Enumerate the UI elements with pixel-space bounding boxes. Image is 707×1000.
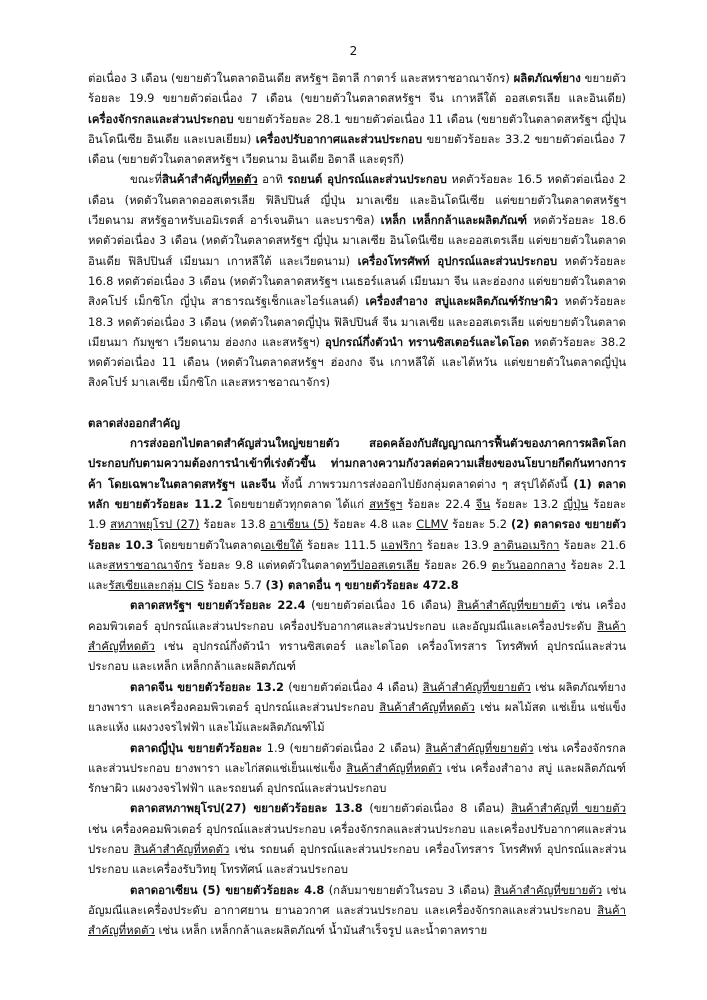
text-run: ตลาดอาเซียน (5) ขยายตัวร้อยละ 4.8 bbox=[130, 882, 325, 897]
text-run: (ขยายตัวต่อเนื่อง 4 เดือน) bbox=[283, 679, 423, 694]
text-run: สินค้าสำคัญที่หดตัว bbox=[88, 902, 626, 938]
text-run: ร้อยละ 5.2 bbox=[448, 517, 511, 532]
text-run: สินค้าสำคัญที่ขยายตัว bbox=[493, 882, 603, 897]
text-run: เหล็ก เหล็กกล้าและผลิตภัณฑ์ bbox=[380, 213, 527, 228]
text-run: สินค้าสำคัญที่ขยายตัว bbox=[425, 740, 534, 755]
text-run: เครื่องปรับอากาศและส่วนประกอบ bbox=[255, 131, 423, 146]
text-run: สินค้าสำคัญที่หดตัว bbox=[88, 618, 626, 654]
text-run: สินค้าสำคัญที่หดตัว bbox=[379, 699, 475, 714]
text-run: ลาตินอเมริกา bbox=[493, 537, 560, 552]
document-body bbox=[88, 68, 626, 940]
text-run: หดตัว bbox=[228, 172, 258, 187]
text-run: ตลาดสหภาพยุโรป(27) ขยายตัวร้อยละ 13.8 bbox=[130, 801, 363, 816]
text-run: ร้อยละ 13.2 bbox=[490, 496, 564, 511]
paragraph-p7 bbox=[88, 798, 626, 879]
text-run: (1) ตลาดหลัก ขยายตัวร้อยละ 11.2 bbox=[88, 476, 626, 511]
text-run: เช่น เครื่องคอมพิวเตอร์ อุปกรณ์และส่วนประกอบ เครื่องจักรกลและส่วนประกอบ และเครื่องปรับอากาศและส่วนประกอบ bbox=[88, 821, 626, 856]
text-run: ร้อยละ 2.1 และ bbox=[88, 557, 626, 593]
text-run: ร้อยละ 5.7 bbox=[203, 578, 266, 593]
text-run: โดยขยายตัวทุกตลาด ได้แก่ bbox=[222, 496, 370, 511]
text-run: 1.9 (ขยายตัวต่อเนื่อง 2 เดือน) bbox=[262, 740, 426, 755]
text-run: ร้อยละ 4.8 และ bbox=[329, 517, 417, 532]
text-run: สหรัฐฯ bbox=[369, 496, 403, 511]
text-run: (ขยายตัวต่อเนื่อง 8 เดือน) bbox=[362, 801, 512, 816]
text-run: สินค้าสำคัญที่หดตัว bbox=[133, 841, 230, 856]
text-run: การส่งออกไปตลาดสำคัญส่วนใหญ่ขยายตัว สอดคล้องกับสัญญาณการฟื้นตัวของภาคการผลิตโลก ประกอบกับตามความต้องการนำเข้าที่เร่งตัวขึ้น ท่ามกลางความกังวลต่อความเสี่ยงของนโยบายกีดกันทางการค้า โดยเฉพาะในตลาดสหรัฐฯ และจีน bbox=[88, 436, 626, 491]
text-run: ผลิตภัณฑ์ยาง bbox=[513, 71, 581, 85]
text-run: แอฟริกา bbox=[380, 537, 423, 552]
text-run: สินค้าสำคัญที่ขยายตัว bbox=[422, 679, 531, 694]
text-run: ร้อยละ 22.4 bbox=[402, 496, 476, 511]
page-number: 2 bbox=[349, 44, 358, 58]
text-run: ตลาดจีน ขยายตัวร้อยละ 13.2 bbox=[130, 679, 284, 694]
text-run: หดตัวร้อยละ 16.8 หดตัวต่อเนื่อง 3 เดือน (หดตัวในตลาดสหรัฐฯ เนเธอร์แลนด์ เมียนมา จีน และฮ่องกง แต่ขยายตัวในตลาดสิงคโปร์ เม็กซิโก ญี่ปุ่น สาธารณรัฐเช็กและไอร์แลนด์) bbox=[88, 253, 626, 309]
text-run: ขยายตัวร้อยละ 28.1 ขยายตัวต่อเนื่อง 11 เดือน (ขยายตัวในตลาดสหรัฐฯ ญี่ปุ่น อินโดนีเซีย อินเดีย และเบลเยียม) bbox=[88, 111, 626, 146]
text-run: สินค้าสำคัญที่หดตัว bbox=[346, 760, 442, 775]
paragraph-p6 bbox=[88, 738, 626, 799]
text-run: ร้อยละ 9.8 แต่หดตัวในตลาด bbox=[193, 557, 343, 572]
text-run: สหภาพยุโรป (27) bbox=[110, 517, 200, 532]
text-run: เช่น ผลิตภัณฑ์ยาง ยางพารา และเครื่องคอมพิวเตอร์ อุปกรณ์และส่วนประกอบ bbox=[88, 679, 626, 714]
text-run: ร้อยละ 13.9 bbox=[422, 537, 494, 552]
text-run: ร้อยละ 26.9 bbox=[419, 557, 492, 572]
text-run: ต่อเนื่อง 3 เดือน (ขยายตัวในตลาดอินเดีย สหรัฐฯ อิตาลี กาตาร์ และสหราชอาณาจักร) bbox=[88, 71, 514, 85]
text-run: เช่น อุปกรณ์กึ่งตัวนำ ทรานซิสเตอร์ และไดโอด เครื่องโทรสาร โทรศัพท์ อุปกรณ์และส่วนประกอบ และเหล็ก เหล็กกล้าและผลิตภัณฑ์ bbox=[88, 639, 626, 674]
section-heading bbox=[88, 413, 626, 433]
text-run: หดตัวร้อยละ 38.2 หดตัวต่อเนื่อง 11 เดือน (หดตัวในตลาดสหรัฐฯ ฮ่องกง จีน เกาหลีใต้ และไต้หวัน แต่ขยายตัวในตลาดญี่ปุ่น สิงคโปร์ มาเลเซีย เม็กซิโก และสหราชอาณาจักร) bbox=[88, 334, 627, 390]
text-run: เช่น อัญมณีและเครื่องประดับ อากาศยาน ยานอวกาศ และส่วนประกอบ และเครื่องจักรกลและส่วนประกอบ bbox=[88, 882, 626, 917]
text-run: ขยายตัวร้อยละ 19.9 ขยายตัวต่อเนื่อง 7 เดือน (ขยายตัวในตลาดสหรัฐฯ จีน เกาหลีใต้ ออสเตรเลีย และอินเดีย) bbox=[88, 71, 627, 106]
text-run: (กลับมาขยายตัวในรอบ 3 เดือน) bbox=[324, 882, 494, 897]
text-run: ตะวันออกกลาง bbox=[491, 557, 566, 572]
text-run: ญี่ปุ่น bbox=[563, 496, 589, 511]
text-run: หดตัวร้อยละ 18.6 หดตัวต่อเนื่อง 3 เดือน (หดตัวในตลาดสหรัฐฯ ญี่ปุ่น มาเลเซีย อินโดนีเซีย และออสเตรเลีย แต่ขยายตัวในตลาดอินเดีย ฟิลิปปินส์ เมียนมา เกาหลีใต้ และเวียดนาม) bbox=[88, 213, 626, 268]
text-run: เครื่องสำอาง สบู่และผลิตภัณฑ์รักษาผิว bbox=[365, 294, 558, 309]
text-run: ตลาดส่งออกสำคัญ bbox=[88, 415, 180, 430]
text-run: ขยายตัวร้อยละ 33.2 ขยายตัวต่อเนื่อง 7 เดือน (ขยายตัวในตลาดสหรัฐฯ เวียดนาม อินเดีย อิตาลี และตุรกี) bbox=[88, 131, 626, 167]
text-run: ร้อยละ 13.8 bbox=[199, 517, 270, 532]
text-run: (ขยายตัวต่อเนื่อง 16 เดือน) bbox=[305, 598, 458, 613]
text-run: เช่น เหล็ก เหล็กกล้าและผลิตภัณฑ์ น้ำมันสำเร็จรูป และน้ำตาลทราย bbox=[154, 923, 488, 938]
paragraph-p3 bbox=[88, 433, 626, 595]
text-run: สินค้าสำคัญที่ bbox=[161, 172, 229, 187]
text-run: เครื่องโทรศัพท์ อุปกรณ์และส่วนประกอบ bbox=[357, 253, 558, 268]
text-run: (2) ตลาดรอง ขยายตัวร้อยละ 10.3 bbox=[88, 517, 626, 552]
paragraph-p8 bbox=[88, 880, 626, 941]
text-run: ร้อยละ 1.9 bbox=[88, 496, 626, 532]
paragraph-p4 bbox=[88, 595, 626, 676]
text-run: หดตัวร้อยละ 16.5 หดตัวต่อเนื่อง 2 เดือน (หดตัวในตลาดออสเตรเลีย ฟิลิปปินส์ ญี่ปุ่น มาเลเซีย และอินโดนีเซีย แต่ขยายตัวในตลาดสหรัฐฯ เวียดนาม สหรัฐอาหรับเอมิเรตส์ อาร์เจนตินา และบราซิล) bbox=[88, 172, 626, 228]
text-run: ขณะที่ bbox=[130, 172, 162, 187]
text-run: โดยขยายตัวในตลาด bbox=[153, 537, 261, 552]
text-run: อาเซียน (5) bbox=[269, 517, 329, 532]
text-run: จีน bbox=[475, 496, 491, 511]
text-run: สินค้าสำคัญที่ ขยายตัว bbox=[511, 801, 626, 816]
text-run: CLMV bbox=[416, 517, 449, 532]
paragraph-gap bbox=[88, 393, 626, 413]
text-run: ทั้งนี้ ภาพรวมการส่งออกไปยังกลุ่มตลาดต่าง ๆ สรุปได้ดังนี้ bbox=[275, 476, 574, 491]
text-run: รถยนต์ อุปกรณ์และส่วนประกอบ bbox=[287, 172, 447, 187]
text-run: ร้อยละ 111.5 bbox=[302, 537, 381, 552]
text-run: (3) ตลาดอื่น ๆ ขยายตัวร้อยละ 472.8 bbox=[265, 578, 459, 593]
text-run: เช่น เครื่องสำอาง สบู่ และผลิตภัณฑ์รักษาผิว แผงวงจรไฟฟ้า และรถยนต์ อุปกรณ์และส่วนประกอบ bbox=[88, 760, 627, 796]
text-run: เช่น เครื่องจักรกลและส่วนประกอบ ยางพารา และไก่สดแช่เย็นแช่แข็ง bbox=[88, 740, 626, 775]
text-run: เอเชียใต้ bbox=[260, 537, 303, 552]
text-run: อุปกรณ์กึ่งตัวนำ ทรานซิสเตอร์และไดโอด bbox=[325, 334, 530, 349]
paragraph-p5 bbox=[88, 677, 626, 738]
text-run: เช่น ผลไม้สด แช่เย็น แช่แข็งและแห้ง แผงวงจรไฟฟ้า และไม้และผลิตภัณฑ์ไม้ bbox=[88, 699, 626, 735]
text-run: ตลาดสหรัฐฯ ขยายตัวร้อยละ 22.4 bbox=[130, 598, 306, 613]
text-run: สินค้าสำคัญที่ขยายตัว bbox=[457, 598, 566, 613]
text-run: เช่น เครื่องคอมพิวเตอร์ อุปกรณ์และส่วนประกอบ เครื่องปรับอากาศและส่วนประกอบ และอัญมณีและเครื่องประดับ bbox=[88, 598, 626, 633]
text-run: ร้อยละ 21.6 และ bbox=[88, 537, 626, 572]
text-run: สหราชอาณาจักร bbox=[108, 557, 194, 572]
text-run: อาทิ bbox=[257, 172, 288, 187]
text-run: รัสเซียและกลุ่ม CIS bbox=[108, 578, 204, 593]
text-run: เครื่องจักรกลและส่วนประกอบ bbox=[88, 111, 234, 126]
text-run: หดตัวร้อยละ 18.3 หดตัวต่อเนื่อง 3 เดือน (หดตัวในตลาดญี่ปุ่น ฟิลิปปินส์ จีน มาเลเซีย และออสเตรเลีย แต่ขยายตัวในตลาดเมียนมา กัมพูชา เวียดนาม ฮ่องกง และสหรัฐฯ) bbox=[88, 294, 627, 349]
paragraph-p1 bbox=[88, 68, 626, 169]
text-run: ทวีปออสเตรเลีย bbox=[342, 557, 420, 572]
text-run: ตลาดญี่ปุ่น ขยายตัวร้อยละ bbox=[130, 740, 262, 755]
text-run: เช่น รถยนต์ อุปกรณ์และส่วนประกอบ เครื่องโทรสาร โทรศัพท์ อุปกรณ์และส่วนประกอบ และเครื่องรับวิทยุ โทรทัศน์ และส่วนประกอบ bbox=[88, 841, 626, 877]
paragraph-p2 bbox=[88, 169, 626, 392]
